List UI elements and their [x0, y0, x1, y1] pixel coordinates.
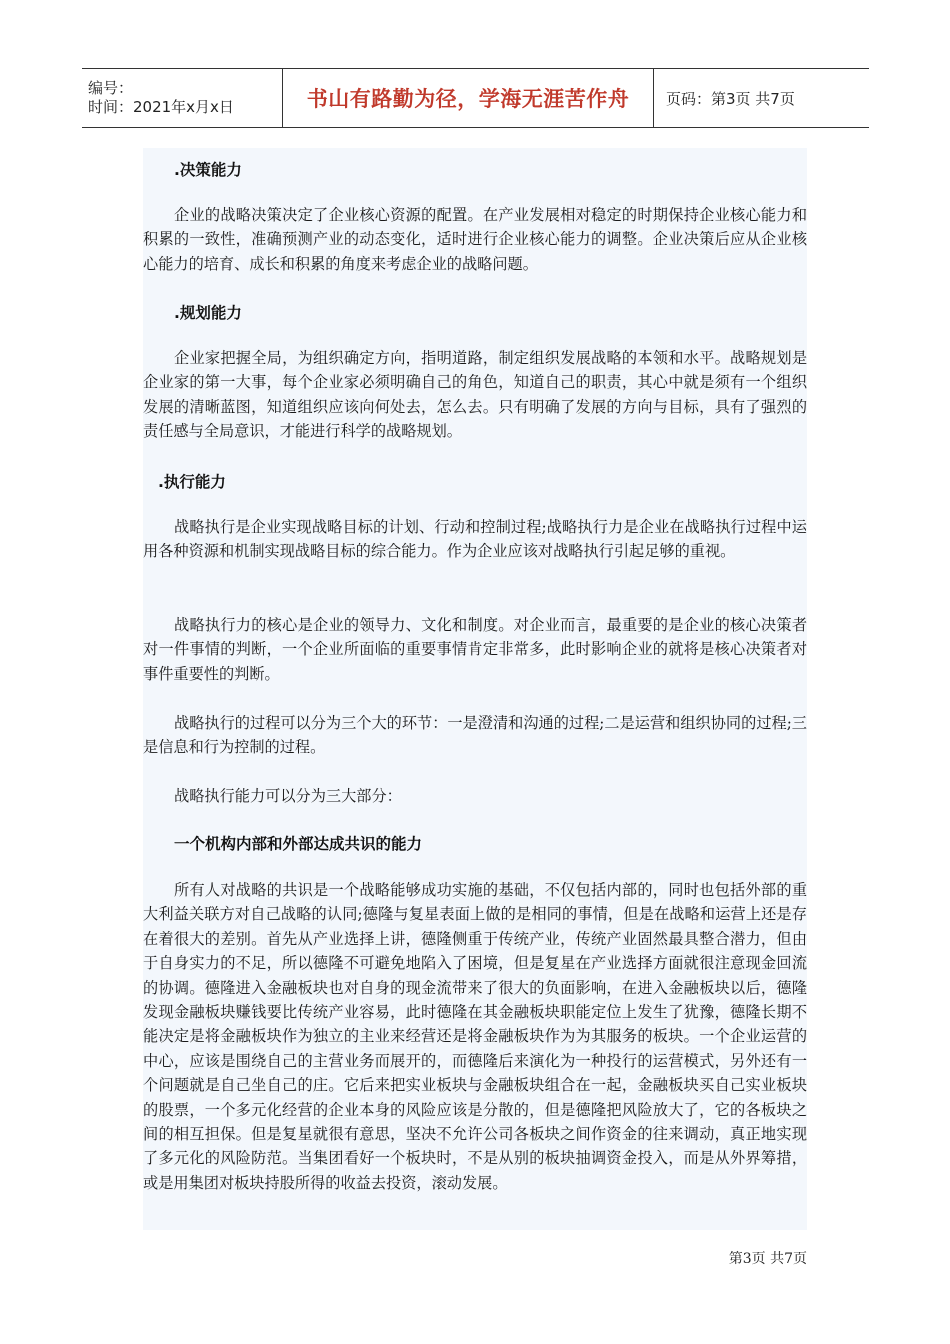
heading-planning: .规划能力: [174, 304, 242, 322]
header-motto: [282, 69, 654, 127]
page-header: [82, 68, 869, 128]
paragraph-planning: 企业家把握全局，为组织确定方向，指明道路，制定组织发展战略的本领和水平。战略规划是企业家的第一大事，每个企业家必须明确自己的角色，知道自己的职责，其心中就是须有一个组织发展的清晰蓝图，知道组织应该向何处去，怎么去。只有明确了发展的方向与目标，具有了强烈的责任感与全局意识，才能进行科学的战略规划。: [143, 349, 807, 441]
heading-consensus: 一个机构内部和外部达成共识的能力: [174, 835, 423, 853]
paragraph-execution-2: 战略执行力的核心是企业的领导力、文化和制度。对企业而言，最重要的是企业的核心决策者对一件事情的判断，一个企业所面临的重要事情肯定非常多，此时影响企业的就将是核心决策者对事件重要性的判断。: [143, 616, 807, 683]
document-body: [143, 148, 807, 1230]
paragraph-decision: 企业的战略决策决定了企业核心资源的配置。在产业发展相对稳定的时期保持企业核心能力和积累的一致性，准确预测产业的动态变化，适时进行企业核心能力的调整。企业决策后应从企业核心能力的培育、成长和积累的角度来考虑企业的战略问题。: [143, 206, 807, 273]
paragraph-execution-3: 战略执行的过程可以分为三个大的环节：一是澄清和沟通的过程;二是运营和组织协同的过程;三是信息和行为控制的过程。: [143, 714, 807, 757]
heading-decision: .决策能力: [174, 161, 242, 179]
serial-label: 编号：: [88, 79, 134, 97]
paragraph-consensus: 所有人对战略的共识是一个战略能够成功实施的基础，不仅包括内部的，同时也包括外部的重大利益关联方对自己战略的认同;德隆与复星表面上做的是相同的事情，但是在战略和运营上还是存在着很大的差别。首先从产业选择上讲，德隆侧重于传统产业，传统产业固然最具整合潜力，但由于自身实力的不足，所以德隆不可避免地陷入了困境，但是复星在产业选择方面就很注意现金回流的协调。德隆进入金融板块也对自身的现金流带来了很大的负面影响，在进入金融板块以后，德隆发现金融板块赚钱要比传统产业容易，此时德隆在其金融板块职能定位上发生了犹豫，德隆长期不能决定是将金融板块作为独立的主业来经营还是将金融板块作为为其服务的板块。一个企业运营的中心，应该是围绕自己的主营业务而展开的，而德隆后来演化为一种投行的运营模式，另外还有一个问题就是自己坐自己的庄。它后来把实业板块与金融板块组合在一起，金融板块买自己实业板块的股票，一个多元化经营的企业本身的风险应该是分散的，但是德隆把风险放大了，它的各板块之间的相互担保。但是复星就很有意思，坚决不允许公司各板块之间作资金的往来调动，真正地实现了多元化的风险防范。当集团看好一个板块时，不是从别的板块抽调资金投入，而是从外界筹措，或是用集团对板块持股所得的收益去投资，滚动发展。: [143, 881, 807, 1192]
page-footer: 第3页 共7页: [728, 1251, 807, 1267]
time-label: 时间：2021年x月x日: [88, 98, 234, 116]
paragraph-execution-1: 战略执行是企业实现战略目标的计划、行动和控制过程;战略执行力是企业在战略执行过程中运用各种资源和机制实现战略目标的综合能力。作为企业应该对战略执行引起足够的重视。: [143, 518, 807, 561]
header-page-info: [654, 69, 869, 127]
page-info-text: 页码：第3页 共7页: [666, 89, 795, 108]
header-meta: [82, 69, 282, 127]
motto-text: 书山有路勤为径，学海无涯苦作舟: [306, 87, 630, 111]
paragraph-execution-4: 战略执行能力可以分为三大部分：: [174, 787, 402, 805]
heading-execution: .执行能力: [158, 473, 226, 491]
